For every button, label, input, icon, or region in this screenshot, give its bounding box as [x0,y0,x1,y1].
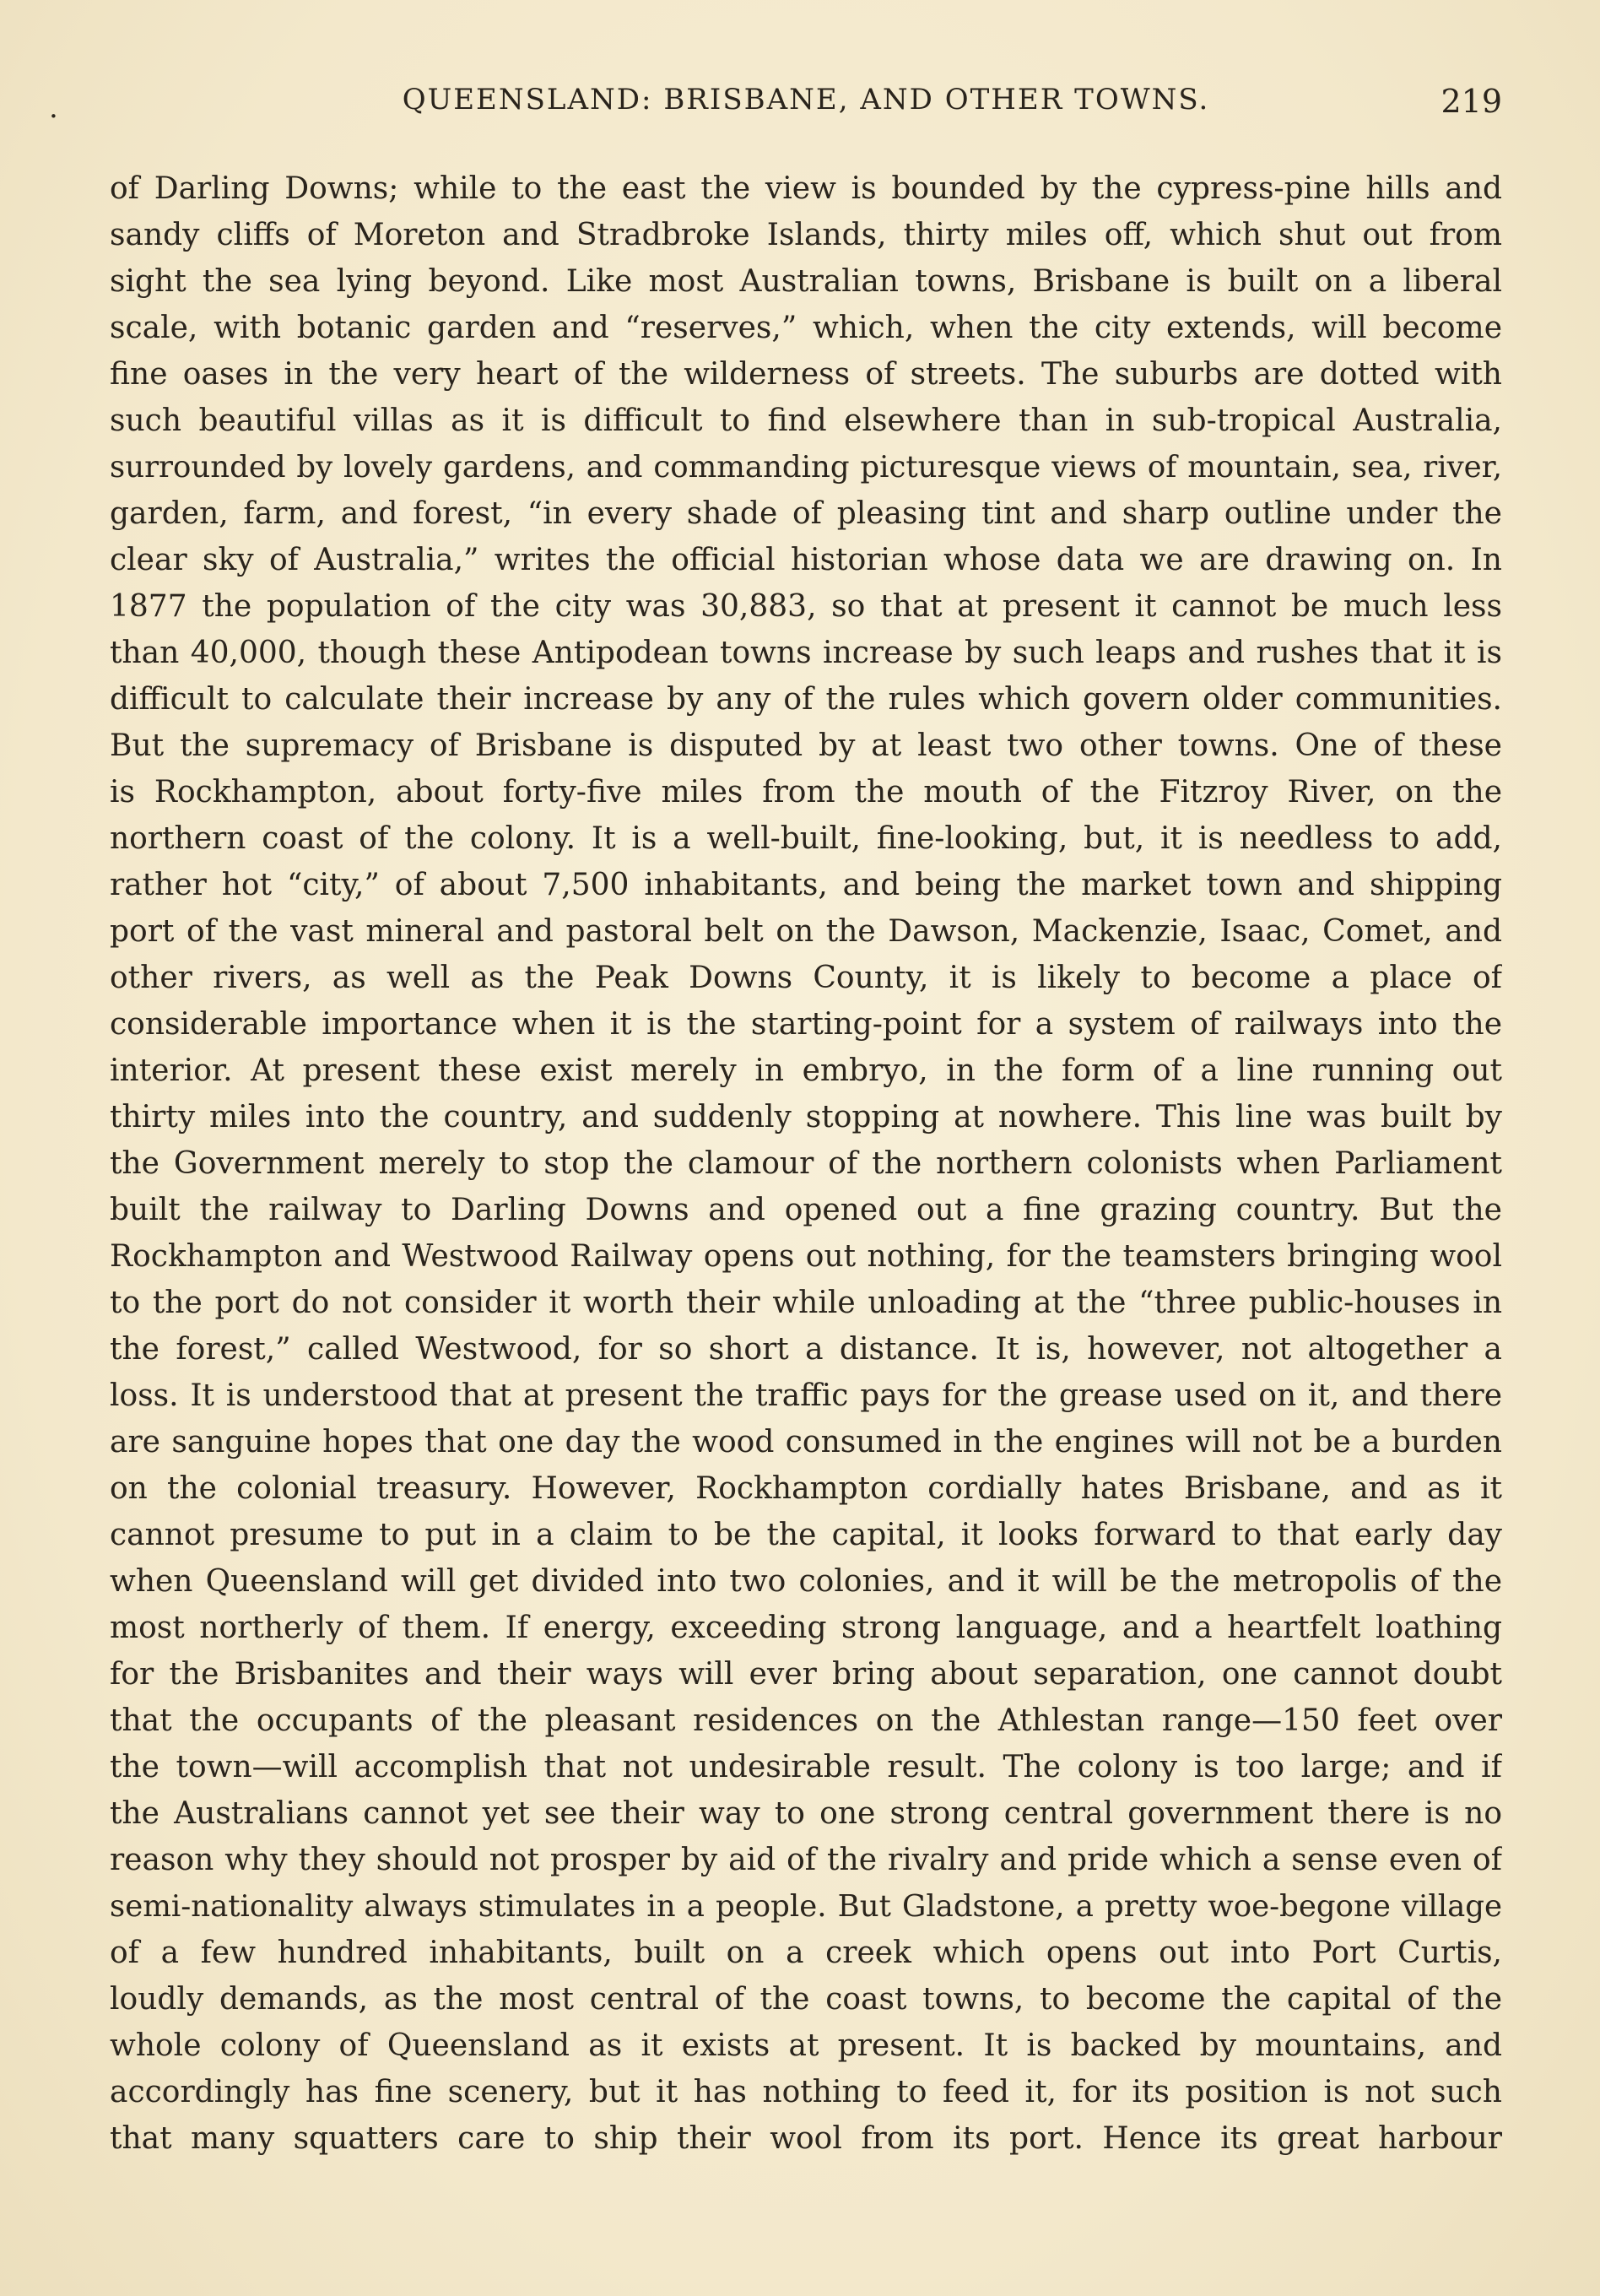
body-text [110,165,1502,2162]
text-line: whole colony of Queensland as it exists at present. It is backed by mountains, and [110,2028,1502,2063]
text-line: But the supremacy of Brisbane is disputed by at least two other towns. One of these [110,728,1502,763]
text-line: 1877 the population of the city was 30,883, so that at present it cannot be much less [110,589,1502,624]
text-line: the forest,” called Westwood, for so short a distance. It is, however, not altogether a [110,1332,1502,1367]
text-line: garden, farm, and forest, “in every shade of pleasing tint and sharp outline under the [110,496,1502,531]
text-line: of a few hundred inhabitants, built on a creek which opens out into Port Curtis, [110,1936,1502,1970]
text-line: when Queensland will get divided into two colonies, and it will be the metropolis of the [110,1564,1502,1599]
text-line: other rivers, as well as the Peak Downs County, it is likely to become a place of [110,961,1502,995]
text-line: to the port do not consider it worth their while unloading at the “three public-houses in [110,1286,1502,1320]
text-line: cannot presume to put in a claim to be the capital, it looks forward to that early day [110,1518,1502,1552]
text-line: are sanguine hopes that one day the wood consumed in the engines will not be a burden [110,1425,1502,1459]
text-line: for the Brisbanites and their ways will ever bring about separation, one cannot doubt [110,1657,1502,1692]
page-number: 219 [1441,83,1502,120]
text-line: surrounded by lovely gardens, and commanding picturesque views of mountain, sea, river, [110,450,1502,485]
text-line: built the railway to Darling Downs and opened out a fine grazing country. But the [110,1193,1502,1227]
text-line: sandy cliffs of Moreton and Stradbroke Islands, thirty miles off, which shut out from [110,218,1502,252]
running-head: QUEENSLAND: BRISBANE, AND OTHER TOWNS. [402,83,1210,116]
text-line: the town—will accomplish that not undesirable result. The colony is too large; and if [110,1750,1502,1784]
text-line: reason why they should not prosper by aid of the rivalry and pride which a sense even of [110,1843,1502,1877]
text-line: difficult to calculate their increase by any of the rules which govern older communities. [110,682,1502,717]
margin-dot: . [49,91,58,125]
text-line: the Australians cannot yet see their way to one strong central government there is no [110,1796,1502,1831]
text-line: northern coast of the colony. It is a well-built, fine-looking, but, it is needless to add, [110,821,1502,856]
text-line: interior. At present these exist merely in embryo, in the form of a line running out [110,1053,1502,1088]
text-line: considerable importance when it is the starting-point for a system of railways into the [110,1007,1502,1042]
text-line: loudly demands, as the most central of the coast towns, to become the capital of the [110,1982,1502,2017]
text-line: most northerly of them. If energy, exceeding strong language, and a heartfelt loathing [110,1611,1502,1645]
text-line: the Government merely to stop the clamour of the northern colonists when Parliament [110,1146,1502,1181]
text-line: fine oases in the very heart of the wilderness of streets. The suburbs are dotted with [110,357,1502,392]
page-header [49,83,1502,125]
text-line: loss. It is understood that at present the traffic pays for the grease used on it, and there [110,1378,1502,1413]
text-line: clear sky of Australia,” writes the official historian whose data we are drawing on. In [110,543,1502,577]
text-line: Rockhampton and Westwood Railway opens out nothing, for the teamsters bringing wool [110,1239,1502,1274]
text-line: sight the sea lying beyond. Like most Australian towns, Brisbane is built on a liberal [110,264,1502,299]
text-line: of Darling Downs; while to the east the view is bounded by the cypress-pine hills and [110,171,1502,206]
text-line: port of the vast mineral and pastoral belt on the Dawson, Mackenzie, Isaac, Comet, and [110,914,1502,949]
text-line: that many squatters care to ship their wool from its port. Hence its great harbour [110,2121,1502,2156]
text-line: thirty miles into the country, and suddenly stopping at nowhere. This line was built by [110,1100,1502,1134]
text-line: on the colonial treasury. However, Rockhampton cordially hates Brisbane, and as it [110,1471,1502,1506]
text-line: accordingly has fine scenery, but it has nothing to feed it, for its position is not such [110,2075,1502,2109]
text-line: rather hot “city,” of about 7,500 inhabitants, and being the market town and shipping [110,868,1502,902]
text-line: such beautiful villas as it is difficult to find elsewhere than in sub-tropical Australia, [110,403,1502,438]
text-line: is Rockhampton, about forty-five miles from the mouth of the Fitzroy River, on the [110,775,1502,810]
text-line: than 40,000, though these Antipodean towns increase by such leaps and rushes that it is [110,636,1502,670]
text-line: semi-nationality always stimulates in a people. But Gladstone, a pretty woe-begone village [110,1889,1502,1924]
text-line: that the occupants of the pleasant residences on the Athlestan range—150 feet over [110,1703,1502,1738]
text-line: scale, with botanic garden and “reserves,” which, when the city extends, will become [110,311,1502,345]
